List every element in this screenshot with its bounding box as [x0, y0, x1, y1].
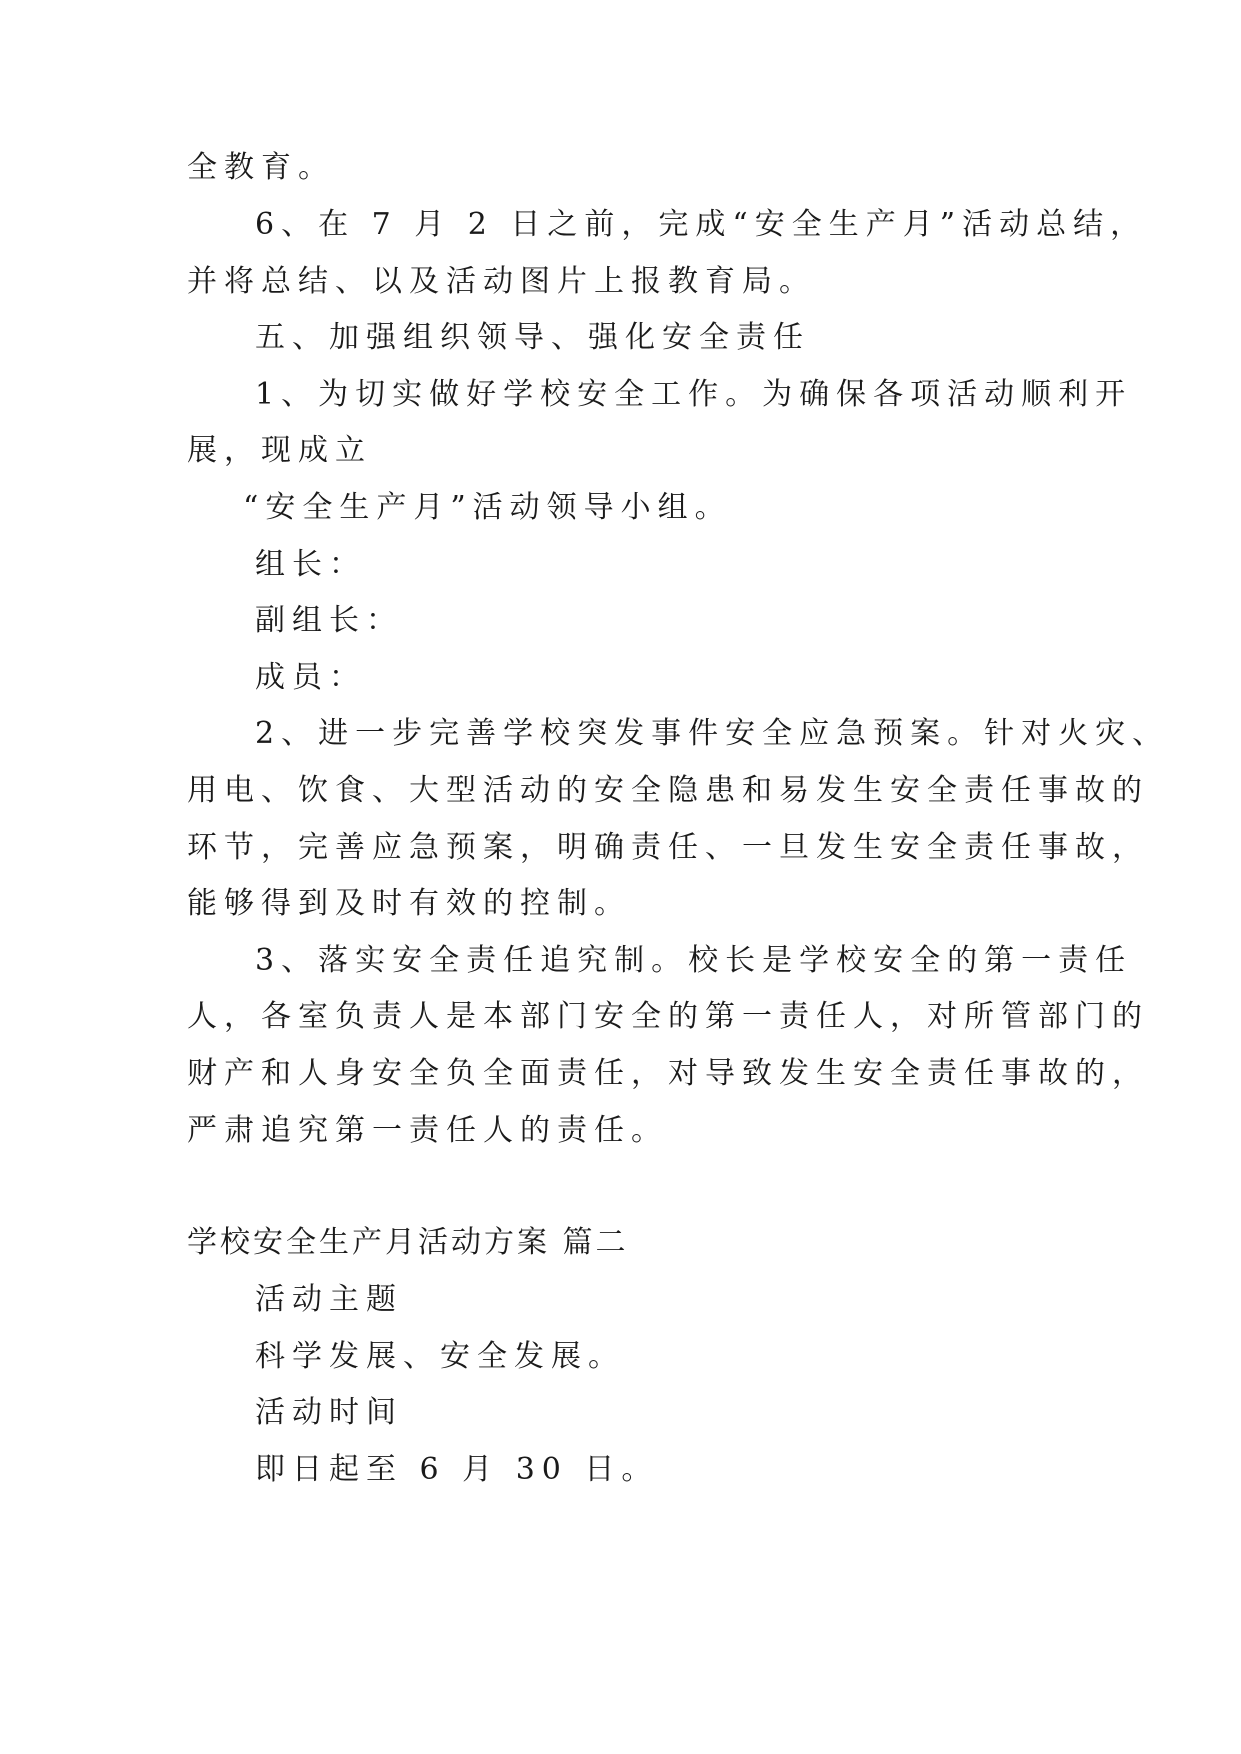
text-line: 展，现成立 [187, 433, 372, 468]
section-heading-5: 五、加强组织领导、强化安全责任 [255, 320, 810, 355]
group-leader-label: 组长： [255, 547, 366, 582]
text-line: “安全生产月”活动领导小组。 [243, 490, 732, 525]
text-line: 环节，完善应急预案，明确责任、一旦发生安全责任事故， [187, 830, 1149, 865]
text-line: 人，各室负责人是本部门安全的第一责任人，对所管部门的 [187, 999, 1149, 1034]
text-line: 用电、饮食、大型活动的安全隐患和易发生安全责任事故的 [187, 773, 1149, 808]
members-label: 成员： [255, 660, 366, 695]
text-line: 财产和人身安全负全面责任，对导致发生安全责任事故的， [187, 1056, 1149, 1091]
paragraph-2: 2、进一步完善学校突发事件安全应急预案。针对火灾、 [255, 716, 1170, 751]
paragraph-1: 1、为切实做好学校安全工作。为确保各项活动顺利开 [255, 377, 1133, 412]
text-line: 严肃追究第一责任人的责任。 [187, 1113, 668, 1148]
activity-theme-value: 科学发展、安全发展。 [255, 1339, 625, 1374]
activity-time-value: 即日起至 6 月 30 日。 [255, 1452, 659, 1487]
paragraph-6: 6、在 7 月 2 日之前，完成“安全生产月”活动总结， [255, 207, 1148, 242]
section-title-part-two: 学校安全生产月活动方案 篇二 [187, 1225, 629, 1260]
activity-time-label: 活动时间 [255, 1395, 403, 1430]
text-line: 能够得到及时有效的控制。 [187, 886, 631, 921]
text-line: 并将总结、以及活动图片上报教育局。 [187, 264, 816, 299]
text-line: 全教育。 [187, 150, 335, 185]
paragraph-3: 3、落实安全责任追究制。校长是学校安全的第一责任 [255, 943, 1133, 978]
activity-theme-label: 活动主题 [255, 1282, 403, 1317]
deputy-leader-label: 副组长： [255, 603, 403, 638]
